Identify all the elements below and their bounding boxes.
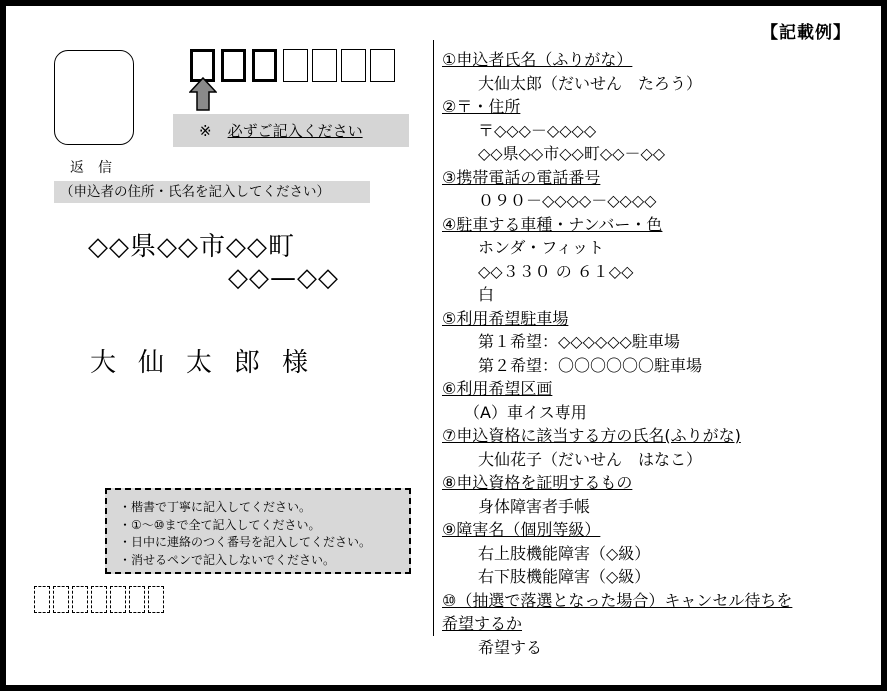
- field-heading-continued: 希望するか: [442, 614, 523, 633]
- zip-box-small: [110, 586, 126, 613]
- field-heading: ③携帯電話の電話番号: [442, 167, 601, 187]
- notice-text: 必ずご記入ください: [227, 122, 363, 140]
- instruction-item: ・楷書で丁寧に記入してください。: [119, 500, 312, 514]
- zip-box: [312, 49, 337, 82]
- field-heading: ⑤利用希望駐車場: [442, 308, 569, 328]
- addressee-name: 大仙太郎様: [90, 348, 331, 378]
- field-value: ◇◇県◇◇市◇◇町◇◇－◇◇: [478, 144, 666, 163]
- arrow-up-icon: [189, 76, 217, 112]
- field-value: 右上肢機能障害（◇級）: [478, 543, 651, 563]
- field-heading: ⑧申込資格を証明するもの: [442, 473, 633, 492]
- field-list: [442, 48, 792, 659]
- field-value: 大仙花子（だいせん はなこ）: [478, 449, 703, 469]
- zip-box: [341, 49, 366, 82]
- field-value: ０９０－◇◇◇◇－◇◇◇◇: [478, 191, 657, 210]
- sender-note: （申込者の住所・氏名を記入してください）: [54, 181, 370, 203]
- zip-box-small: [91, 586, 107, 613]
- field-value: （A）車イス専用: [464, 402, 587, 422]
- address-line-1: ◇◇県◇◇市◇◇町: [88, 232, 295, 262]
- field-value: 第１希望：◇◇◇◇◇◇駐車場: [478, 332, 680, 351]
- notice-mark: ※: [199, 121, 212, 140]
- postal-code-boxes: [190, 49, 399, 82]
- zip-box-small: [34, 586, 50, 613]
- page-title: 【記載例】: [761, 23, 851, 43]
- zip-box-small: [53, 586, 69, 613]
- zip-box-small: [72, 586, 88, 613]
- instructions-box: [105, 488, 411, 574]
- field-value: 白: [478, 285, 495, 304]
- field-heading: ④駐車する車種・ナンバー・色: [442, 214, 663, 234]
- zip-box: [370, 49, 395, 82]
- field-value: 右下肢機能障害（◇級）: [478, 567, 651, 586]
- zip-box: [283, 49, 308, 82]
- zip-box-small: [148, 586, 164, 613]
- address-line-2: ◇◇—◇◇: [228, 263, 339, 293]
- field-heading: ⑨障害名（個別等級）: [442, 520, 601, 539]
- field-value: ◇◇３３０ の ６１◇◇: [478, 261, 634, 281]
- field-value: 第２希望：〇〇〇〇〇〇駐車場: [478, 355, 703, 375]
- field-value: ホンダ・フィット: [478, 238, 605, 257]
- field-value: 〒◇◇◇－◇◇◇◇: [478, 120, 597, 140]
- stamp-placeholder: [54, 50, 134, 145]
- sender-postal-boxes: [34, 586, 167, 613]
- postcard-example: [6, 6, 881, 685]
- zip-box-small: [129, 586, 145, 613]
- zip-box-bold: [221, 49, 246, 82]
- field-value: 身体障害者手帳: [478, 496, 591, 516]
- return-label: 返信: [70, 160, 126, 176]
- field-value: 希望する: [478, 637, 543, 657]
- instruction-item: ・日中に連絡のつく番号を記入してください。: [119, 535, 372, 549]
- field-value: 大仙太郎（だいせん たろう）: [478, 73, 703, 93]
- instruction-item: ・①～⑩まで全て記入してください。: [119, 517, 321, 532]
- divider-line: [433, 40, 434, 636]
- field-heading: ⑩（抽選で落選となった場合）キャンセル待ちを: [442, 590, 793, 610]
- field-heading: ②〒・住所: [442, 97, 521, 116]
- required-notice: [173, 114, 409, 147]
- field-heading: ⑦申込資格に該当する方の氏名(ふりがな): [442, 426, 741, 445]
- instruction-item: ・消せるペンで記入しないでください。: [119, 552, 336, 567]
- field-heading: ①申込者氏名（ふりがな）: [442, 50, 633, 69]
- field-heading: ⑥利用希望区画: [442, 379, 553, 398]
- zip-box-bold: [252, 49, 277, 82]
